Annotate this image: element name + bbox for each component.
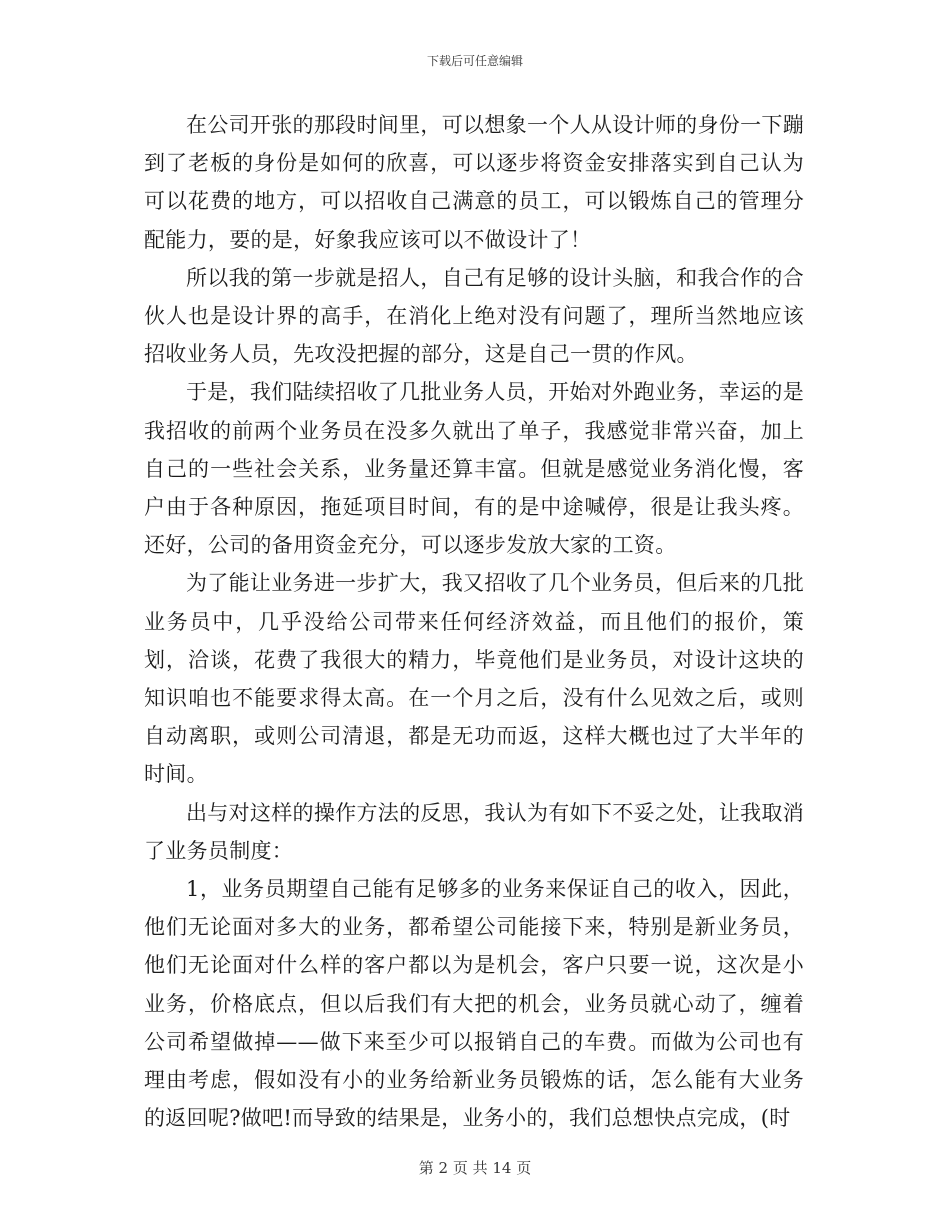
paragraph: 所以我的第一步就是招人，自己有足够的设计头脑，和我合作的合伙人也是设计界的高手，在消化上绝对没有问题了，理所当然地应该招收业务人员，先攻没把握的部分，这是自己一贯的作风。 [144,265,804,367]
document-body [144,106,804,1137]
paragraph: 出与对这样的操作方法的反思，我认为有如下不妥之处，让我取消了业务员制度： [144,800,804,863]
paragraph: 1，业务员期望自己能有足够多的业务来保证自己的收入，因此，他们无论面对多大的业务，都希望公司能接下来，特别是新业务员，他们无论面对什么样的客户都以为是机会，客户只要一说，这次是小业务，价格底点，但以后我们有大把的机会，业务员就心动了，缠着公司希望做掉——做下来至少可以报销自己的车费。而做为公司也有理由考虑，假如没有小的业务给新业务员锻炼的话，怎么能有大业务的返回呢?做吧!而导致的结果是，业务小的，我们总想快点完成，(时 [144,877,804,1131]
paragraph: 在公司开张的那段时间里，可以想象一个人从设计师的身份一下蹦到了老板的身份是如何的欣喜，可以逐步将资金安排落实到自己认为可以花费的地方，可以招收自己满意的员工，可以锻炼自己的管理分配能力，要的是，好象我应该可以不做设计了！ [144,113,804,252]
paragraph: 为了能让业务进一步扩大，我又招收了几个业务员，但后来的几批业务员中，几乎没给公司带来任何经济效益，而且他们的报价，策划，洽谈，花费了我很大的精力，毕竟他们是业务员，对设计这块的知识咱也不能要求得太高。在一个月之后，没有什么见效之后，或则自动离职，或则公司清退，都是无功而返，这样大概也过了大半年的时间。 [144,571,804,787]
page-number: 第 2 页 共 14 页 [418,1159,532,1177]
page-header-note: 下载后可任意编辑 [426,54,523,68]
paragraph: 于是，我们陆续招收了几批业务人员，开始对外跑业务，幸运的是我招收的前两个业务员在没多久就出了单子，我感觉非常兴奋，加上自己的一些社会关系，业务量还算丰富。但就是感觉业务消化慢，客户由于各种原因，拖延项目时间，有的是中途喊停，很是让我头疼。还好，公司的备用资金充分，可以逐步发放大家的工资。 [144,380,804,558]
